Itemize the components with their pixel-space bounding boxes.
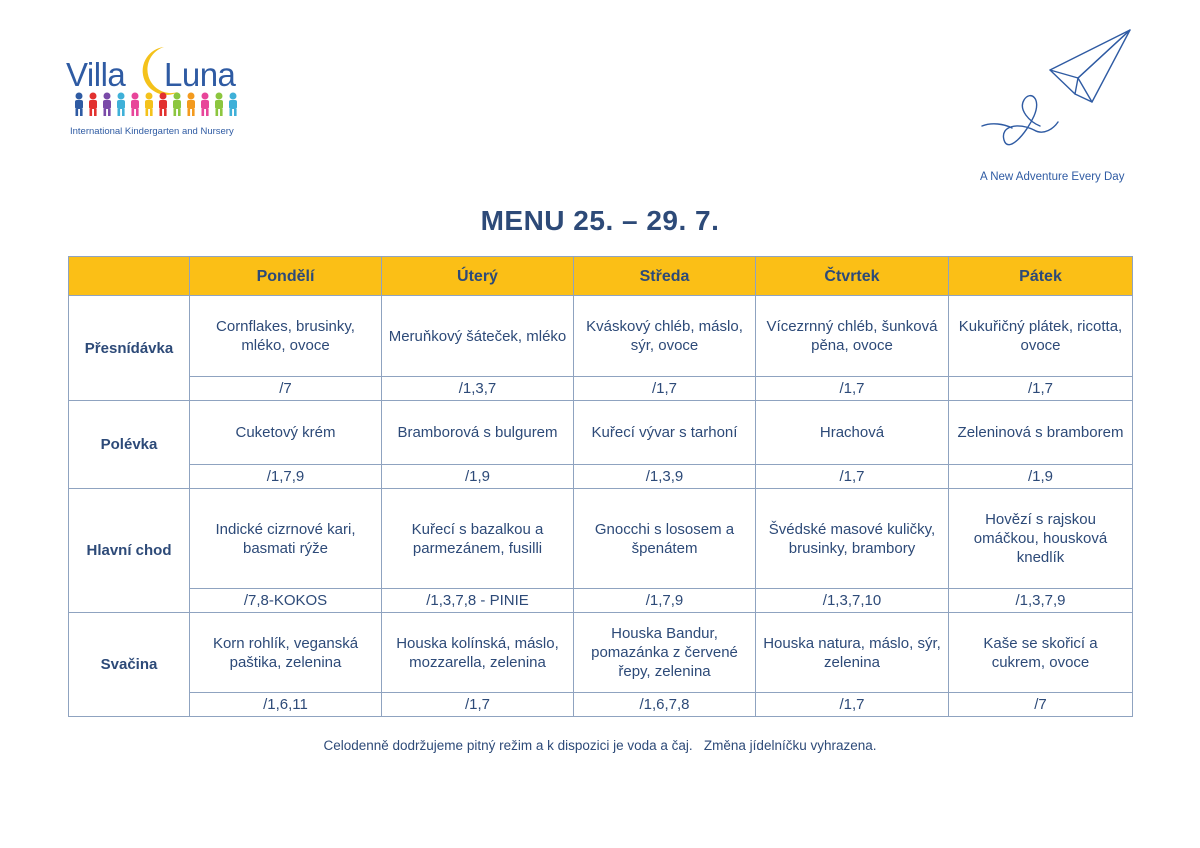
allergen-cell: /1,7 bbox=[574, 377, 756, 401]
meal-cell: Indické cizrnové kari, basmati rýže bbox=[190, 489, 382, 589]
meal-cell: Hrachová bbox=[756, 401, 949, 465]
allergen-cell: /7 bbox=[949, 693, 1133, 717]
day-header: Pátek bbox=[949, 257, 1133, 296]
meal-cell: Kaše se skořicí a cukrem, ovoce bbox=[949, 613, 1133, 693]
allergen-cell: /1,7 bbox=[756, 693, 949, 717]
day-header: Pondělí bbox=[190, 257, 382, 296]
meal-cell: Kváskový chléb, máslo, sýr, ovoce bbox=[574, 296, 756, 377]
meal-cell: Korn rohlík, veganská paštika, zelenina bbox=[190, 613, 382, 693]
meal-cell: Bramborová s bulgurem bbox=[382, 401, 574, 465]
allergen-cell: /1,7 bbox=[756, 465, 949, 489]
allergen-row bbox=[69, 377, 1133, 401]
meal-row bbox=[69, 296, 1133, 377]
day-header: Středa bbox=[574, 257, 756, 296]
page-title: MENU 25. – 29. 7. bbox=[480, 205, 720, 236]
allergen-cell: /1,3,9 bbox=[574, 465, 756, 489]
meal-cell: Cornflakes, brusinky, mléko, ovoce bbox=[190, 296, 382, 377]
meal-cell: Houska natura, máslo, sýr, zelenina bbox=[756, 613, 949, 693]
allergen-cell: /1,7 bbox=[949, 377, 1133, 401]
footer-note: Celodenně dodržujeme pitný režim a k dispozici je voda a čaj. Změna jídelníčku vyhrazena. bbox=[323, 738, 877, 753]
allergen-cell: /1,9 bbox=[382, 465, 574, 489]
meal-cell: Kukuřičný plátek, ricotta, ovoce bbox=[949, 296, 1133, 377]
allergen-cell: /1,6,7,8 bbox=[574, 693, 756, 717]
allergen-cell: /1,3,7,9 bbox=[949, 589, 1133, 613]
tagline: A New Adventure Every Day bbox=[980, 171, 1125, 183]
meal-cell: Kuřecí vývar s tarhoní bbox=[574, 401, 756, 465]
children-row-icon bbox=[72, 91, 242, 117]
header-row bbox=[69, 257, 1133, 296]
allergen-cell: /1,3,7,8 - PINIE bbox=[382, 589, 574, 613]
meal-cell: Gnocchi s lososem a špenátem bbox=[574, 489, 756, 589]
meal-cell: Švédské masové kuličky, brusinky, brambory bbox=[756, 489, 949, 589]
day-header: Čtvrtek bbox=[756, 257, 949, 296]
header-corner bbox=[69, 257, 190, 296]
day-header: Úterý bbox=[382, 257, 574, 296]
allergen-cell: /1,3,7 bbox=[382, 377, 574, 401]
allergen-cell: /1,9 bbox=[949, 465, 1133, 489]
meal-row bbox=[69, 401, 1133, 465]
logo-word-luna: Luna bbox=[164, 56, 236, 93]
allergen-cell: /1,6,11 bbox=[190, 693, 382, 717]
allergen-cell: /1,3,7,10 bbox=[756, 589, 949, 613]
meal-row bbox=[69, 489, 1133, 589]
category-label: Přesnídávka bbox=[69, 296, 190, 401]
category-label: Svačina bbox=[69, 613, 190, 717]
meal-cell: Houska Bandur, pomazánka z červené řepy, zelenina bbox=[574, 613, 756, 693]
category-label: Hlavní chod bbox=[69, 489, 190, 613]
allergen-cell: /7,8-KOKOS bbox=[190, 589, 382, 613]
allergen-cell: /1,7,9 bbox=[190, 465, 382, 489]
meal-cell: Meruňkový šáteček, mléko bbox=[382, 296, 574, 377]
meal-cell: Hovězí s rajskou omáčkou, housková knedlík bbox=[949, 489, 1133, 589]
logo-subtitle: International Kindergarten and Nursery bbox=[70, 126, 234, 137]
paper-plane-icon bbox=[978, 26, 1138, 161]
meal-cell: Houska kolínská, máslo, mozzarella, zelenina bbox=[382, 613, 574, 693]
allergen-row bbox=[69, 465, 1133, 489]
allergen-cell: /1,7 bbox=[756, 377, 949, 401]
category-label: Polévka bbox=[69, 401, 190, 489]
allergen-row bbox=[69, 693, 1133, 717]
weekly-menu-table bbox=[68, 256, 1133, 717]
allergen-row bbox=[69, 589, 1133, 613]
logo-word-villa: Villa bbox=[66, 56, 126, 93]
meal-row bbox=[69, 613, 1133, 693]
allergen-cell: /7 bbox=[190, 377, 382, 401]
allergen-cell: /1,7,9 bbox=[574, 589, 756, 613]
villa-luna-logo bbox=[64, 44, 254, 144]
meal-cell: Vícezrnný chléb, šunková pěna, ovoce bbox=[756, 296, 949, 377]
meal-cell: Cuketový krém bbox=[190, 401, 382, 465]
allergen-cell: /1,7 bbox=[382, 693, 574, 717]
meal-cell: Zeleninová s bramborem bbox=[949, 401, 1133, 465]
meal-cell: Kuřecí s bazalkou a parmezánem, fusilli bbox=[382, 489, 574, 589]
